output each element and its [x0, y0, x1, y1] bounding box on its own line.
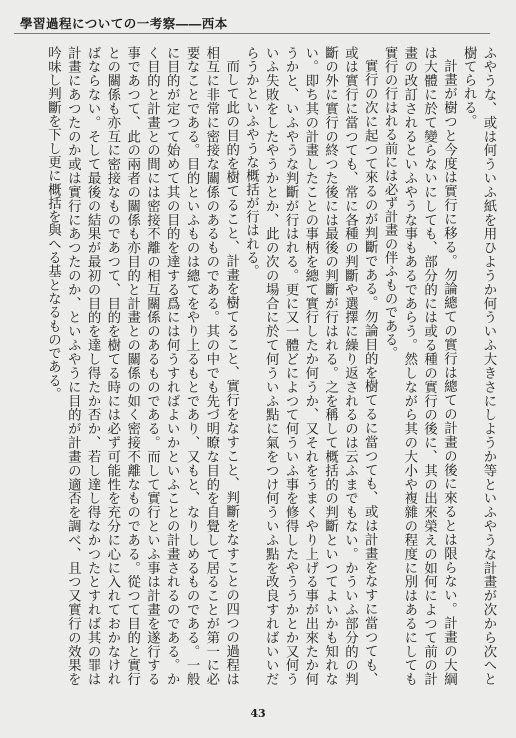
page-number: 43: [250, 707, 266, 720]
running-header: 學習過程についての一考察――西本: [20, 16, 228, 31]
header-rule: [14, 33, 490, 34]
paragraph-2: 計畫が樹つと今度は實行に移る。勿論總ての實行は總ての計畫の後に來るとは限らない。計畫の大綱は大體に於て變らないにしても、部分的には或る種の實行の後に、其の出來榮えの如何によつて前の計畫の改訂されるといふやうな事もあるであらう。然しながら其の大小や複雜の程度に別はあるにしても實行の行はれる前には必ず計畫の伴ふものである。: [382, 46, 457, 686]
paragraph-1: ふやうな、或は何ういふ紙を用ひようか何ういふ大きさにしようか等といふやうな計畫が次から次へと樹てられる。: [461, 46, 496, 686]
paragraph-4: 而して此の目的を樹てること、計畫を樹てること、實行をなすこと、判斷をなすことの四つの過程は相互に非常に密接な關係のあるものである。其の中でも先づ明瞭な目的を自覺して居ることが第一に必要なことである。目的といふものは總てをやり上るもとであり、又もと、なりしめるものである。一般に目的が定つて始めて其の目的を達する爲には何うすればよいかといふことの計畫されるのである。かく目的と計畫との間には密接不離の相互關係のあるものである。而して實行といふ事は計畫を遂行する事であつて、此の兩者の關係も亦目的と計畫との關係の如く密接不離なものである。從つて目的と實行との關係も亦互に密接なものであつて、目的を樹てる時には必ず可能性を充分に心に入れておかなければならない。そして最後の結果が最初の目的を達し得たか否か、若し達し得なかつたとすれば其の罪は計畫にあつたのか或は實行にあつたのか、といふやうに目的が計畫の適否を調べ、且つ又實行の效果を吟味し判斷を下し更に概括を與へる基となるものである。: [45, 46, 239, 686]
paragraph-3: 實行の次に起つて來るのが判斷である。勿論目的を樹てるに當つても、或は計畫をなすに當つても、或は實行に當つても、常に各種の判斷や選擇に繰り返されるのは云ふまでもない。かういふ部分的の判斷の外に實行の終つた後には最後の判斷が行はれる。之を稱して概括的の判斷といつてよいかも知れない。即ち其の計畫したことの事柄を總て實行したか何うか、又それをうまくやり上げる事が出來たか何うかと、いふやうな判斷が行はれる。更に又一體どによつて何ういふ事を修得したやううかとか又何ういふ失敗をしたやうかとか、此の次の場合に於て何ういふ點に氣をつけ何ういふ點を改良すればいいだらうかといふやうな概括が行はれる。: [243, 46, 378, 686]
vertical-body-text: [43, 46, 498, 686]
